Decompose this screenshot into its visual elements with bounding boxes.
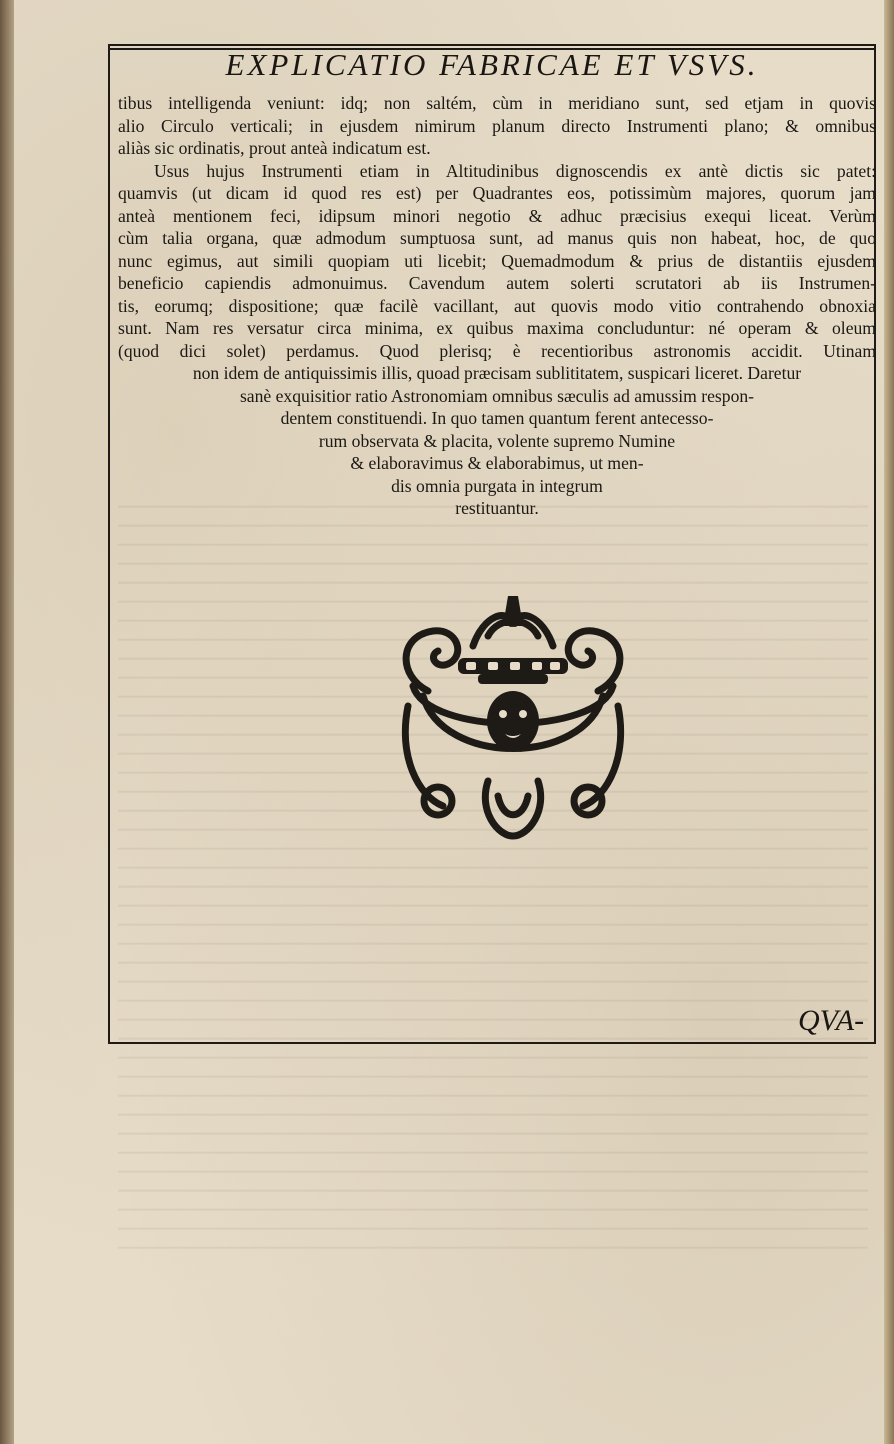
catchword: QVA- (798, 1004, 865, 1037)
tapered-text-line: sanè exquisitior ratio Astronomiam omnibus sæculis ad amussim respon- (239, 385, 755, 406)
text-line: (quod dici solet) perdamus. Quod plerisq; è recentioribus astronomis accidit. Utinam (118, 340, 876, 361)
tapered-text-line: dis omnia purgata in integrum (391, 475, 603, 496)
book-spine-edge (0, 0, 14, 1444)
text-line: tibus intelligenda veniunt: idq; non saltém, cùm in meridiano sunt, sed etjam in quovis (118, 93, 876, 113)
tapered-text-line: & elaboravimus & elaborabimus, ut men- (350, 453, 644, 473)
text-line: beneficio capiendis admonuimus. Cavendum autem solerti scrutatori ab iis Instrumen- (118, 273, 876, 293)
paragraph-start-line: Usus hujus Instrumenti etiam in Altitudinibus dignoscendis ex antè dictis sic patet: (154, 160, 876, 181)
text-line: sunt. Nam res versatur circa minima, ex quibus maxima concluduntur: né operam & oleum (118, 318, 876, 338)
page-edge (884, 0, 894, 1444)
text-line: quamvis (ut dicam id quod res est) per Quadrantes eos, potissimùm majores, quorum jam (118, 183, 876, 203)
text-line: nunc egimus, aut simili quopiam uti licebit; Quemadmodum & prius de distantiis ejusdem (118, 250, 876, 271)
text-line: aliàs sic ordinatis, prout anteà indicatum est. (118, 138, 431, 158)
text-line: anteà mentionem feci, idipsum minori negotio & adhuc præcisius exequi liceat. Verùm (118, 205, 876, 226)
tapered-text-line: dentem constituendi. In quo tamen quantum ferent antecesso- (280, 408, 714, 428)
tapered-text-line: restituantur. (455, 498, 539, 518)
body-text (118, 92, 878, 520)
text-line: tis, eorumq; dispositione; quæ facilè vacillant, aut quovis modo vitio contrahendo obnoxia (118, 295, 876, 316)
tapered-text-line: rum observata & placita, volente supremo Numine (318, 430, 676, 451)
tapered-text-line: non idem de antiquissimis illis, quoad præcisam sublititatem, suspicari liceret. Daretur (192, 363, 802, 383)
grotesque-mask-ornament-icon (388, 596, 638, 848)
text-line: alio Circulo verticali; in ejusdem nimirum planum directo Instrumenti plano; & omnibus (118, 115, 876, 136)
running-title: EXPLICATIO FABRICAE ET VSVS. (225, 47, 759, 82)
text-line: cùm talia organa, quæ admodum sumptuosa sunt, ad manus quis non habeat, hoc, de quo (118, 228, 876, 248)
